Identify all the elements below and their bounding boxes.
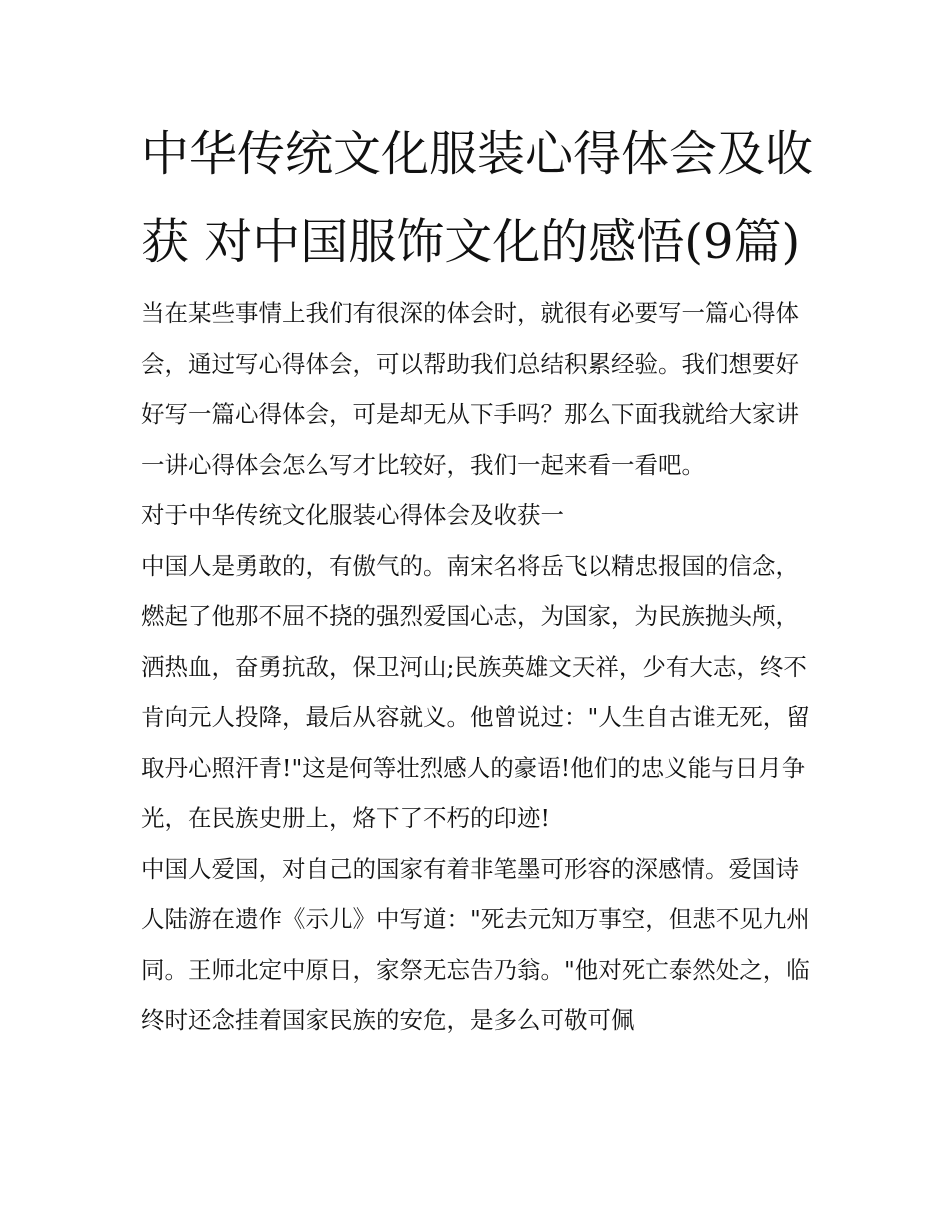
- document-page: [141, 110, 821, 1046]
- body-paragraph: 中国人爱国，对自己的国家有着非笔墨可形容的深感情。爱国诗人陆游在遗作《示儿》中写道："死去元知万事空，但悲不见九州同。王师北定中原日，家祭无忘告乃翁。"他对死亡泰然处之，临终时还念挂着国家民族的安危，是多么可敬可佩: [141, 854, 810, 1034]
- intro-paragraph: 当在某些事情上我们有很深的体会时，就很有必要写一篇心得体会，通过写心得体会，可以帮助我们总结积累经验。我们想要好好写一篇心得体会，可是却无从下手吗？那么下面我就给大家讲一讲心得体会怎么写才比较好，我们一起来看一看吧。: [141, 299, 799, 479]
- document-body: [141, 288, 821, 1046]
- document-title: 中华传统文化服装心得体会及收获 对中国服饰文化的感悟(9篇): [141, 126, 814, 270]
- body-paragraph: 中国人是勇敢的，有傲气的。南宋名将岳飞以精忠报国的信念，燃起了他那不屈不挠的强烈爱国心志，为国家，为民族抛头颅，洒热血，奋勇抗敌，保卫河山;民族英雄文天祥，少有大志，终不肯向元人投降，最后从容就义。他曾说过："人生自古谁无死，留取丹心照汗青!"这是何等壮烈感人的豪语!他们的忠义能与日月争光，在民族史册上，烙下了不朽的印迹!: [141, 551, 810, 832]
- section-heading: 对于中华传统文化服装心得体会及收获一: [141, 501, 564, 529]
